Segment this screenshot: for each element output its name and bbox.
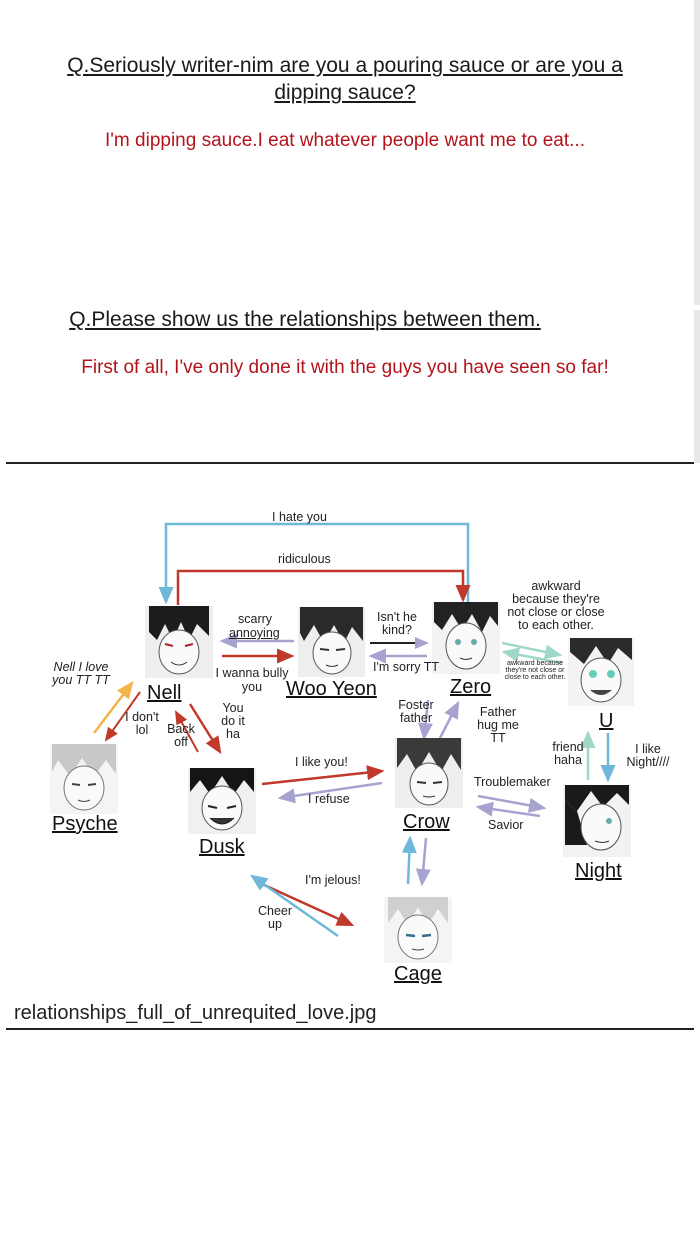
name-dusk: Dusk: [199, 836, 245, 858]
question-1: Q.Seriously writer-nim are you a pouring sauce or are you a dipping sauce?: [67, 54, 623, 104]
name-cage: Cage: [394, 963, 442, 985]
arrow-hug: [440, 703, 458, 738]
cage-portrait: [384, 897, 452, 963]
label-friend: friend haha: [552, 740, 584, 767]
label-hug: Father hug me TT: [477, 705, 519, 745]
dusk-portrait: [188, 768, 256, 834]
label-like-night: I like Night////: [626, 742, 670, 769]
image-caption: relationships_full_of_unrequited_love.jpg: [14, 1002, 377, 1024]
woo-yeon-portrait: [298, 607, 365, 677]
label-troublemaker: Troublemaker: [474, 775, 551, 789]
psyche-portrait: [50, 744, 118, 814]
arrow-ridiculous: [178, 571, 463, 605]
zero-portrait: [432, 602, 500, 674]
label-sorry: I'm sorry TT: [373, 660, 440, 674]
label-bully: I wanna bully you: [215, 666, 289, 694]
label-annoying: annoying: [229, 626, 280, 640]
name-woo-yeon: Woo Yeon: [286, 678, 377, 700]
crow-portrait: [395, 738, 463, 808]
label-jelous: I'm jelous!: [305, 873, 361, 887]
question-2: Q.Please show us the relationships between them.: [69, 308, 541, 331]
label-i-dont: I don't lol: [125, 710, 159, 737]
label-awkward: awkward because they're not close or close to each other.: [507, 579, 605, 632]
answer-1: I'm dipping sauce.I eat whatever people want me to eat...: [105, 130, 585, 151]
label-you-do-it: You do it ha: [221, 701, 245, 741]
name-u: U: [599, 710, 614, 732]
name-zero: Zero: [450, 676, 492, 698]
label-i-like-you: I like you!: [295, 755, 348, 769]
label-back-off: Back off: [167, 722, 195, 749]
name-night: Night: [575, 860, 622, 882]
label-foster: Foster father: [398, 698, 434, 725]
label-savior: Savior: [488, 818, 524, 832]
arrow-cage-down: [422, 838, 426, 884]
label-awkward-small: awkward because they're not close or close to each other.: [504, 660, 566, 681]
arrow-cage-up: [408, 838, 410, 884]
label-cheer-up: Cheer up: [257, 904, 293, 931]
label-scarry: scarry: [238, 612, 273, 626]
name-nell: Nell: [147, 682, 182, 704]
label-ridiculous: ridiculous: [278, 552, 331, 566]
label-kind: Isn't he kind?: [377, 610, 417, 637]
arrow-troublemaker: [478, 796, 544, 808]
night-portrait: [563, 785, 631, 857]
label-love: Nell I love you TT TT: [52, 660, 110, 687]
answer-2: First of all, I've only done it with the guys you have seen so far!: [81, 357, 609, 378]
name-crow: Crow: [403, 811, 450, 833]
name-psyche: Psyche: [52, 813, 118, 835]
u-portrait: [568, 638, 634, 706]
arrow-savior: [478, 807, 540, 816]
nell-portrait: [145, 606, 213, 678]
label-i-hate-you: I hate you: [272, 510, 327, 524]
label-refuse: I refuse: [308, 792, 350, 806]
arrow-i-like-you: [262, 771, 382, 784]
divider-bottom: [6, 1028, 694, 1030]
